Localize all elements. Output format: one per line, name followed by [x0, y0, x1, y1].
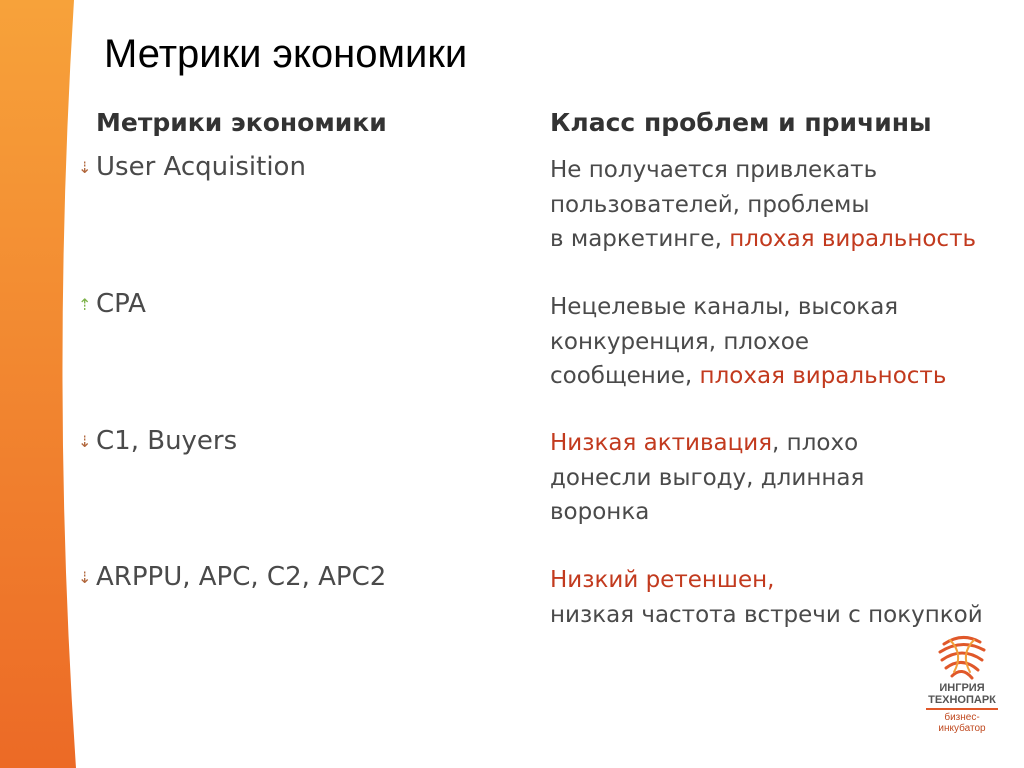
desc-line [550, 325, 946, 360]
metric-label: CPA [96, 289, 146, 319]
arrow-down-icon: ⇣ [78, 158, 92, 177]
logo-sub-line2: инкубатор [938, 723, 986, 734]
highlighted-text: плохая виральность [699, 363, 947, 389]
desc-line [550, 359, 946, 394]
desc-text: Не получается привлекать [550, 157, 878, 183]
desc-line [550, 563, 983, 598]
metric-row-4 [78, 562, 386, 592]
desc-text: , плохо [772, 430, 859, 456]
problem-description-4 [550, 563, 983, 632]
desc-text: низкая частота встречи с покупкой [550, 601, 983, 628]
problem-description-1 [550, 153, 976, 257]
arrow-down-icon: ⇣ [78, 432, 92, 451]
metric-label: ARPPU, APC, C2, APC2 [96, 562, 387, 592]
logo-divider [926, 708, 998, 710]
arrow-down-icon: ⇣ [78, 568, 92, 587]
metric-row-2 [78, 289, 146, 319]
decorative-stripe [0, 0, 80, 768]
desc-line [550, 188, 976, 223]
desc-line [550, 290, 946, 325]
problems-column-header: Класс проблем и причины [550, 108, 932, 137]
desc-text: сообщение, [550, 363, 700, 389]
metric-row-3 [78, 426, 237, 456]
problem-description-3 [550, 426, 864, 530]
swirl-logo-icon [934, 632, 990, 682]
desc-text: Нецелевые каналы, высокая [550, 294, 899, 320]
problem-description-2 [550, 290, 946, 394]
highlighted-text: плохая виральность [729, 226, 977, 252]
metric-label: User Acquisition [96, 152, 306, 182]
slide-title: Метрики экономики [104, 32, 468, 76]
desc-text: донесли выгоду, длинная [550, 464, 865, 491]
desc-line [550, 222, 976, 257]
ingria-logo [920, 632, 1004, 734]
desc-line [550, 426, 864, 461]
metric-label: C1, Buyers [96, 426, 238, 456]
logo-sub-line1: бизнес- [944, 712, 980, 723]
logo-brand-line2: ТЕХНОПАРК [928, 694, 996, 706]
desc-text: в маркетинге, [550, 226, 730, 252]
desc-text: конкуренция, плохое [550, 328, 809, 355]
metric-row-1 [78, 152, 306, 182]
desc-text: воронка [550, 499, 650, 525]
desc-line [550, 495, 864, 530]
desc-text: пользователей, проблемы [550, 191, 870, 218]
desc-line [550, 598, 983, 633]
arrow-up-icon: ⇡ [78, 295, 92, 314]
desc-line [550, 153, 976, 188]
metrics-column-header: Метрики экономики [96, 108, 387, 137]
highlighted-text: Низкий ретеншен, [550, 567, 775, 593]
highlighted-text: Низкая активация [550, 430, 773, 456]
desc-line [550, 461, 864, 496]
logo-brand-line1: ИНГРИЯ [939, 682, 985, 694]
